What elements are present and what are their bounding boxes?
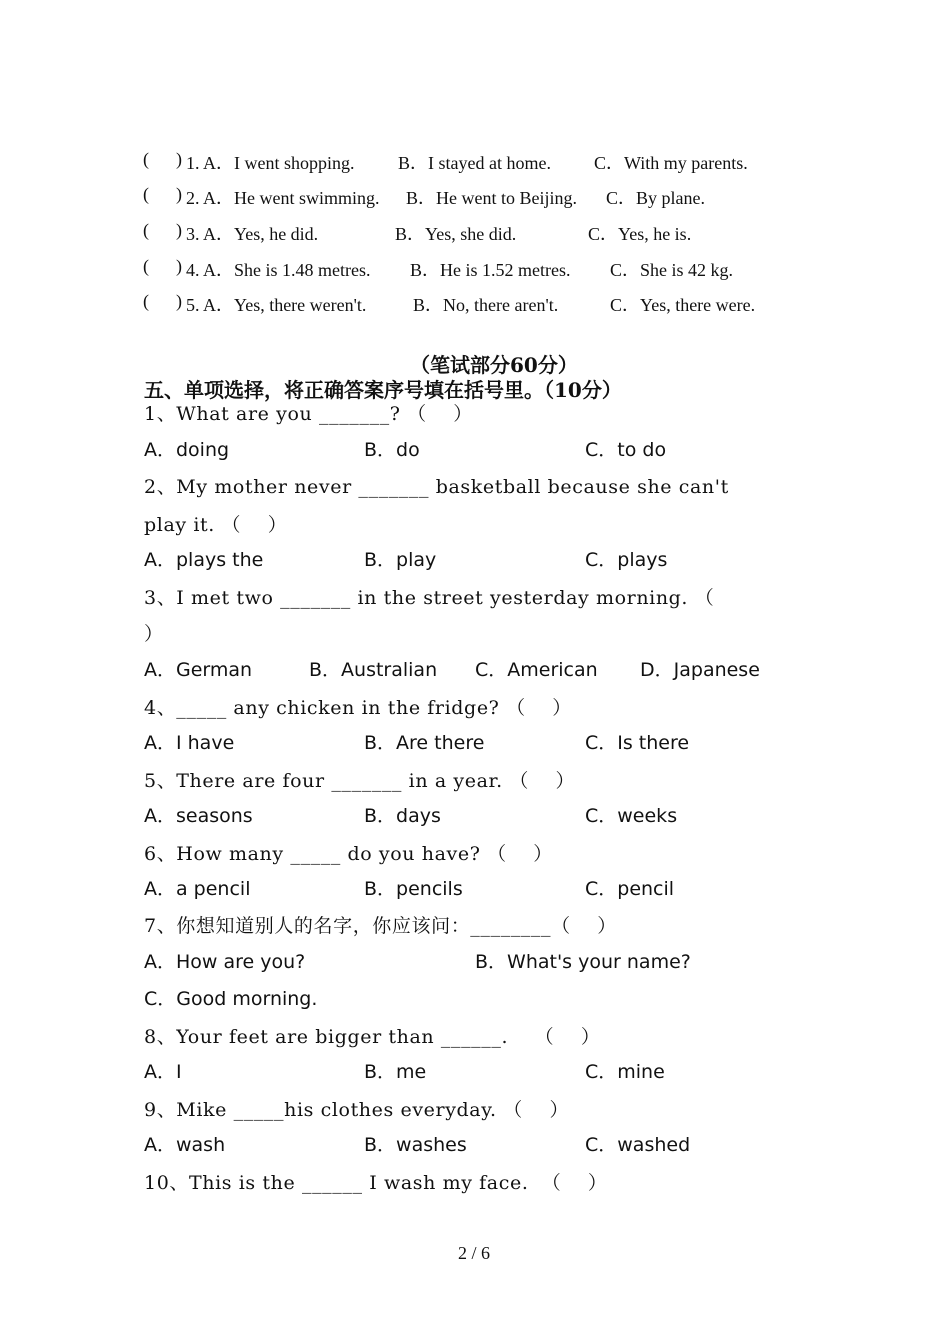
option-a: A．wash <box>144 1134 226 1156</box>
written-part-header: （笔试部分60分） <box>410 353 578 377</box>
option-c: C．to do <box>585 439 667 461</box>
option-b: B．No, there aren't. <box>413 295 559 315</box>
option-a: 5. A．Yes, there weren't. <box>186 295 367 315</box>
question-text: 9、Mike _____his clothes everyday. （ ） <box>144 1099 570 1121</box>
question-text: 6、How many _____ do you have? （ ） <box>144 843 553 865</box>
question-text: 2、My mother never _______ basketball because she can't <box>144 476 729 498</box>
option-c: C．With my parents. <box>594 153 748 173</box>
answer-bracket: ( ) <box>143 220 182 240</box>
answer-bracket: ( ) <box>143 184 182 204</box>
answer-bracket: ( ) <box>143 149 182 169</box>
option-b: B．I stayed at home. <box>398 153 551 173</box>
option-b: B．me <box>364 1061 427 1083</box>
question-text: 5、There are four _______ in a year. （ ） <box>144 770 576 792</box>
option-a: A．How are you? <box>144 951 306 973</box>
page-number: 2 / 6 <box>458 1243 491 1263</box>
question-text: 8、Your feet are bigger than ______. （ ） <box>144 1026 601 1048</box>
option-a: A．German <box>144 659 253 681</box>
option-c: C．Yes, he is. <box>588 224 692 244</box>
option-b: B．Are there <box>364 732 485 754</box>
option-b: B．days <box>364 805 441 827</box>
section-title: 五、单项选择，将正确答案序号填在括号里。（10分） <box>144 378 622 402</box>
option-b: B．He is 1.52 metres. <box>410 260 571 280</box>
option-a: 3. A．Yes, he did. <box>186 224 319 244</box>
question-text: 1、What are you _______? （ ） <box>144 403 473 425</box>
option-b: B．pencils <box>364 878 463 900</box>
option-c: C．Is there <box>585 732 690 754</box>
option-c: C．mine <box>585 1061 665 1083</box>
option-b: B．He went to Beijing. <box>406 188 577 208</box>
option-d: D．Japanese <box>640 659 760 681</box>
option-c: C．She is 42 kg. <box>610 260 734 280</box>
option-c: C．washed <box>585 1134 691 1156</box>
option-b: B．Australian <box>309 659 438 681</box>
option-a: 2. A．He went swimming. <box>186 188 380 208</box>
option-a: 4. A．She is 1.48 metres. <box>186 260 371 280</box>
option-c: C．By plane. <box>606 188 705 208</box>
option-b: B．play <box>364 549 437 571</box>
option-b: B．Yes, she did. <box>395 224 517 244</box>
option-c: C．Yes, there were. <box>610 295 756 315</box>
option-c: C．Good morning. <box>144 988 318 1010</box>
answer-bracket: ( ) <box>143 256 182 276</box>
question-text: 7、你想知道别人的名字，你应该问：________（ ） <box>144 915 617 937</box>
option-c: C．plays <box>585 549 668 571</box>
option-a: A．I have <box>144 732 235 754</box>
question-text: 10、This is the ______ I wash my face. （ ） <box>144 1172 608 1194</box>
question-text-continued: play it. （ ） <box>144 514 288 536</box>
option-c: C．American <box>475 659 598 681</box>
option-a: A．plays the <box>144 549 264 571</box>
question-text-continued: ） <box>144 623 164 645</box>
option-a: A．I <box>144 1061 182 1083</box>
option-a: 1. A．I went shopping. <box>186 153 355 173</box>
option-a: A．doing <box>144 439 230 461</box>
option-a: A．a pencil <box>144 878 251 900</box>
question-text: 4、_____ any chicken in the fridge? （ ） <box>144 697 572 719</box>
option-a: A．seasons <box>144 805 253 827</box>
option-b: B．What's your name? <box>475 951 691 973</box>
option-b: B．do <box>364 439 420 461</box>
option-c: C．pencil <box>585 878 675 900</box>
option-c: C．weeks <box>585 805 678 827</box>
question-text: 3、I met two _______ in the street yesterday morning. （ <box>144 587 715 609</box>
answer-bracket: ( ) <box>143 291 182 311</box>
option-b: B．washes <box>364 1134 467 1156</box>
